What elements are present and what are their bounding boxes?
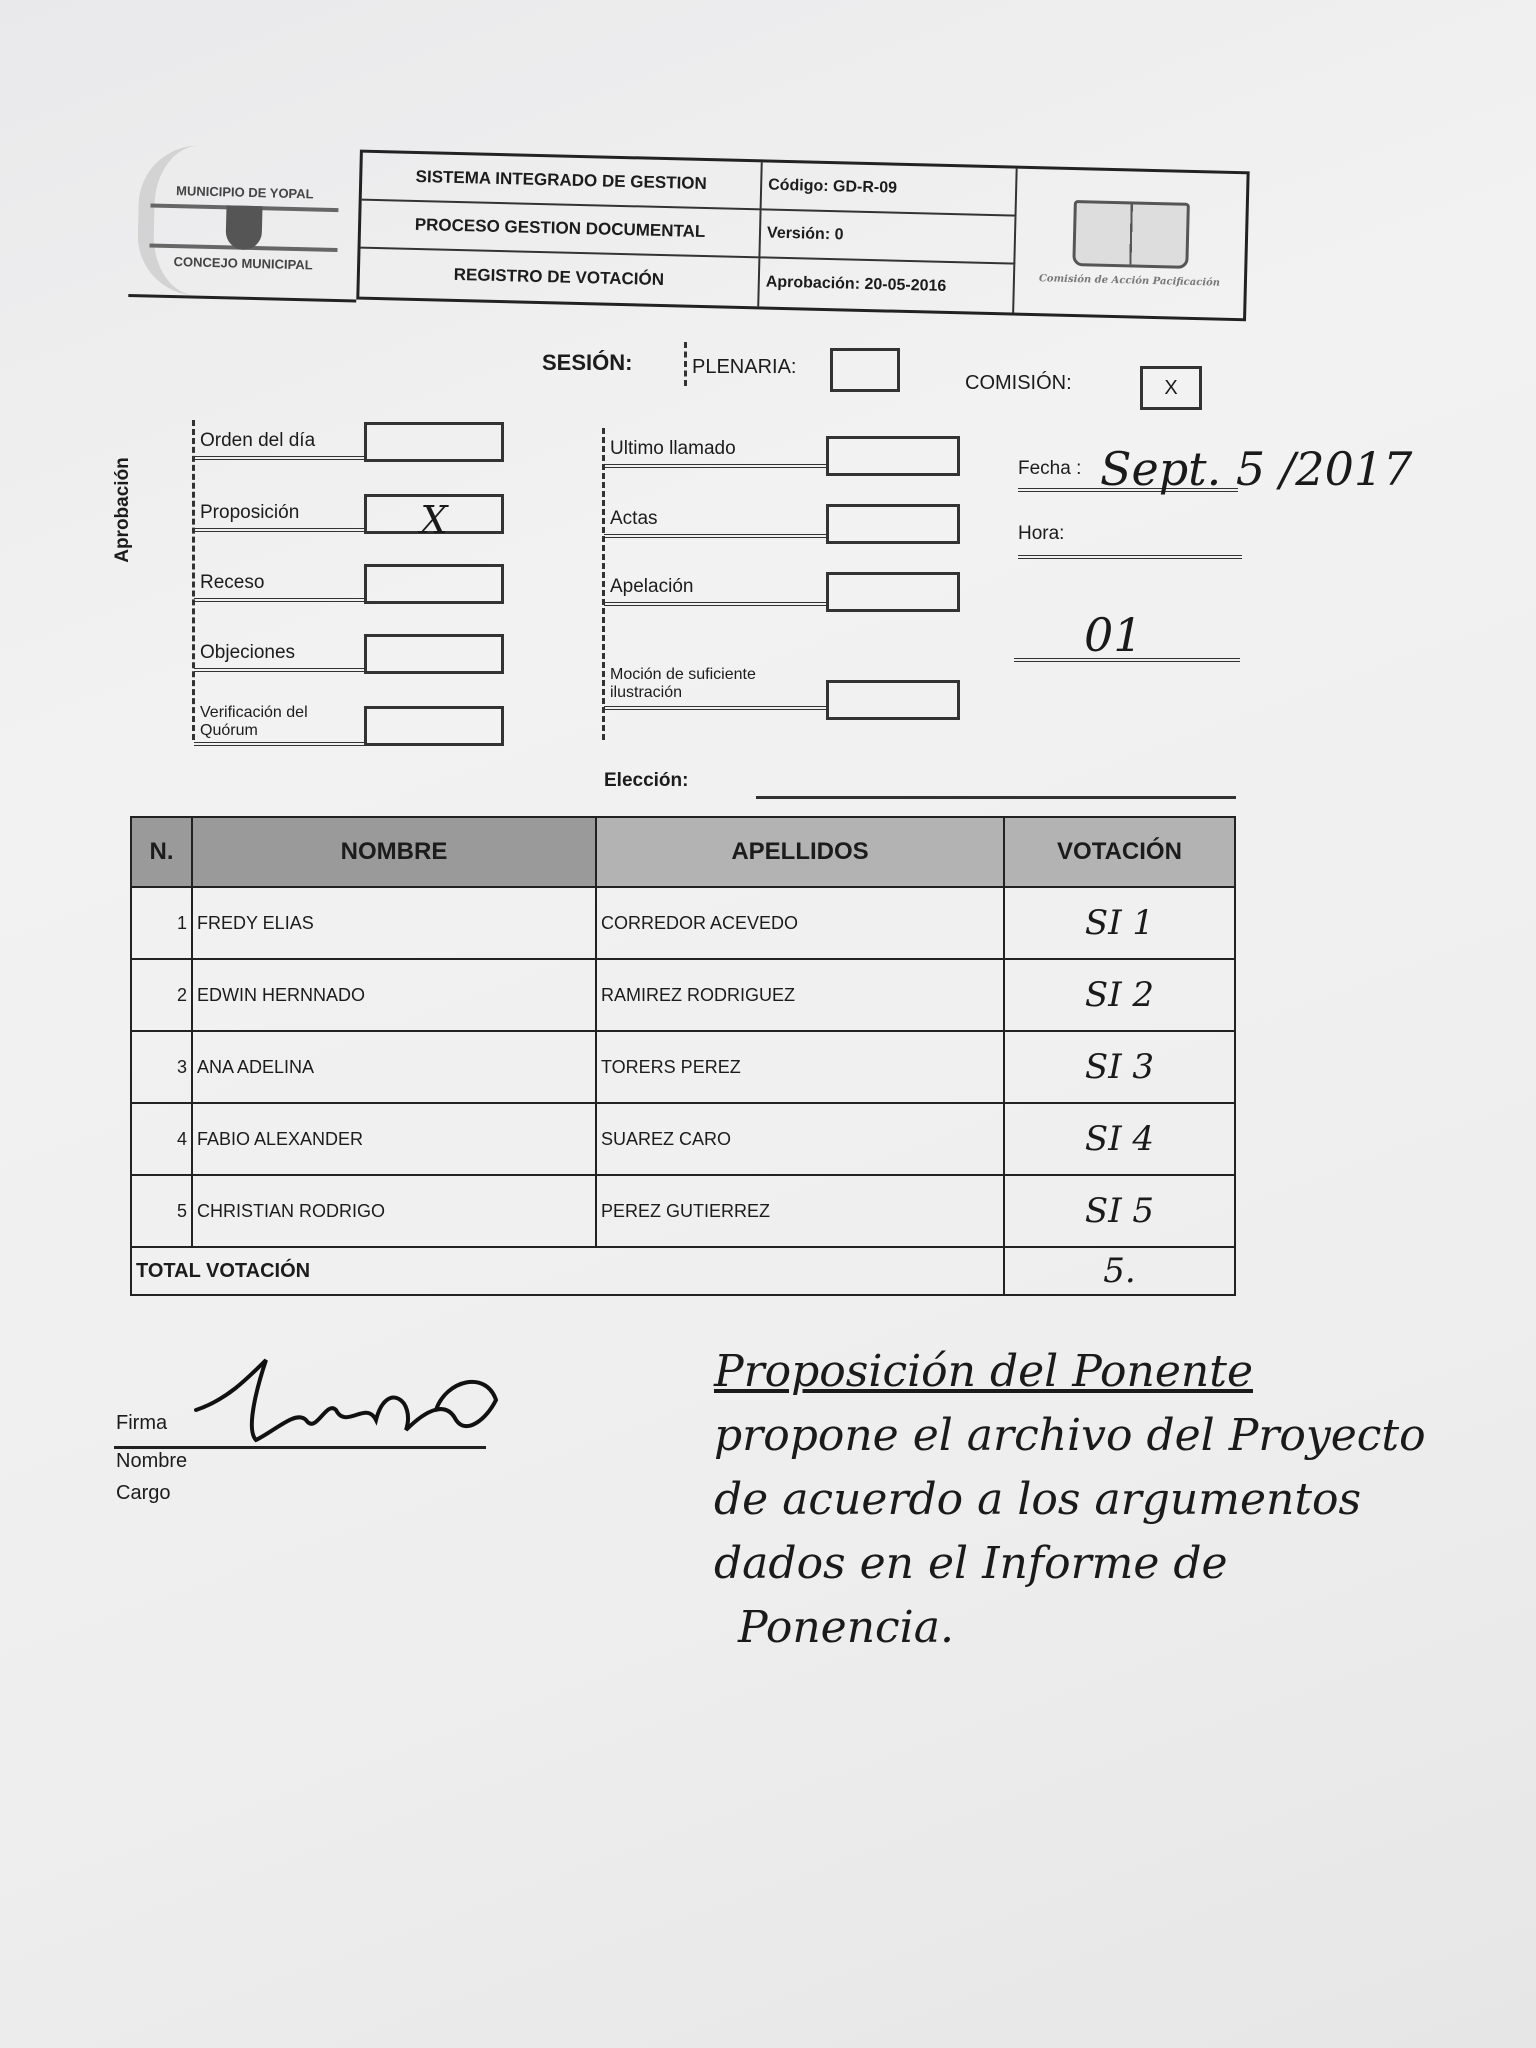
ultimo-llamado-checkbox[interactable] <box>826 436 960 476</box>
option-apelacion: Apelación <box>604 566 960 606</box>
objeciones-checkbox[interactable] <box>364 634 504 674</box>
row-number: 5 <box>131 1175 192 1247</box>
aprobacion-label: Aprobación <box>112 457 133 563</box>
numero-value[interactable]: 01 <box>1084 608 1143 662</box>
actas-checkbox[interactable] <box>826 504 960 544</box>
option-actas: Actas <box>604 498 960 538</box>
emblem-caption: Comisión de Acción Pacificación <box>1038 272 1221 289</box>
numero-field <box>1014 610 1240 662</box>
process-name: PROCESO GESTION DOCUMENTAL <box>361 201 762 259</box>
col-apellidos: APELLIDOS <box>596 817 1004 887</box>
nombre-label: Nombre <box>116 1450 188 1472</box>
eleccion-label: Elección: <box>604 770 689 791</box>
logo-bottom-text: CONCEJO MUNICIPAL <box>173 254 313 273</box>
session-label: SESIÓN: <box>542 350 633 375</box>
note-line: dados en el Informe de <box>714 1538 1228 1589</box>
note-line: Ponencia. <box>738 1602 954 1653</box>
firma-label: Firma <box>116 1412 168 1434</box>
plenaria-label: PLENARIA: <box>692 356 797 378</box>
row-nombre: CHRISTIAN RODRIGO <box>192 1175 596 1247</box>
row-number: 2 <box>131 959 192 1031</box>
total-label: TOTAL VOTACIÓN <box>131 1247 1004 1295</box>
shield-icon <box>149 203 338 252</box>
table-row <box>131 1103 1235 1175</box>
option-verificacion-quorum: Verificación del Quórum <box>194 700 504 746</box>
table-row <box>131 1031 1235 1103</box>
option-orden-del-dia: Orden del día <box>194 420 504 460</box>
row-apellidos: PEREZ GUTIERREZ <box>596 1175 1004 1247</box>
col-n: N. <box>131 817 192 887</box>
row-nombre: ANA ADELINA <box>192 1031 596 1103</box>
note-line: Proposición del Ponente <box>714 1346 1253 1397</box>
approval-date: Aprobación: 20-05-2016 <box>759 258 1015 312</box>
row-apellidos: CORREDOR ACEVEDO <box>596 887 1004 959</box>
fecha-value[interactable]: Sept. 5 /2017 <box>1100 442 1413 496</box>
handwritten-signature <box>186 1340 506 1480</box>
row-number: 4 <box>131 1103 192 1175</box>
row-apellidos: TORERS PEREZ <box>596 1031 1004 1103</box>
votes-table <box>130 816 1236 1296</box>
book-emblem <box>1014 169 1246 319</box>
note-line: propone el archivo del Proyecto <box>714 1410 1426 1461</box>
option-ultimo-llamado: Ultimo llamado <box>604 428 960 468</box>
table-row <box>131 887 1235 959</box>
fecha-label: Fecha : <box>1018 458 1082 479</box>
option-mocion-ilustracion: Moción de suficiente ilustración <box>604 658 960 710</box>
row-nombre: FABIO ALEXANDER <box>192 1103 596 1175</box>
row-voto[interactable]: SI 4 <box>1004 1103 1235 1175</box>
record-name: REGISTRO DE VOTACIÓN <box>359 249 760 307</box>
comision-label: COMISIÓN: <box>965 372 1072 394</box>
total-row <box>131 1247 1235 1295</box>
eleccion-line[interactable] <box>756 796 1236 799</box>
municipio-logo <box>128 144 360 303</box>
book-icon <box>1072 200 1190 269</box>
table-row <box>131 959 1235 1031</box>
total-value[interactable]: 5. <box>1004 1247 1235 1295</box>
option-objeciones: Objeciones <box>194 632 504 672</box>
table-header <box>131 817 1235 887</box>
col-nombre: NOMBRE <box>192 817 596 887</box>
system-name: SISTEMA INTEGRADO DE GESTION <box>362 153 763 211</box>
receso-checkbox[interactable] <box>364 564 504 604</box>
row-nombre: EDWIN HERNNADO <box>192 959 596 1031</box>
row-apellidos: RAMIREZ RODRIGUEZ <box>596 959 1004 1031</box>
row-voto[interactable]: SI 3 <box>1004 1031 1235 1103</box>
document-header <box>128 144 1249 321</box>
row-voto[interactable]: SI 1 <box>1004 887 1235 959</box>
row-number: 3 <box>131 1031 192 1103</box>
note-line: de acuerdo a los argumentos <box>714 1474 1362 1525</box>
document-version: Versión: 0 <box>760 210 1016 264</box>
comision-checkbox[interactable]: X <box>1140 366 1202 410</box>
col-votacion: VOTACIÓN <box>1004 817 1235 887</box>
row-voto[interactable]: SI 5 <box>1004 1175 1235 1247</box>
fecha-field <box>1018 440 1413 496</box>
logo-top-text: MUNICIPIO DE YOPAL <box>175 183 314 202</box>
quorum-checkbox[interactable] <box>364 706 504 746</box>
row-voto[interactable]: SI 2 <box>1004 959 1235 1031</box>
option-receso: Receso <box>194 562 504 602</box>
cargo-label: Cargo <box>116 1482 171 1504</box>
proposicion-checkbox[interactable]: X <box>364 494 504 534</box>
table-row <box>131 1175 1235 1247</box>
plenaria-checkbox[interactable] <box>830 348 900 392</box>
apelacion-checkbox[interactable] <box>826 572 960 612</box>
row-nombre: FREDY ELIAS <box>192 887 596 959</box>
hora-field <box>1018 515 1242 559</box>
orden-checkbox[interactable] <box>364 422 504 462</box>
row-number: 1 <box>131 887 192 959</box>
handwritten-note <box>714 1340 1454 1660</box>
row-apellidos: SUAREZ CARO <box>596 1103 1004 1175</box>
document-code: Código: GD-R-09 <box>762 162 1018 216</box>
option-proposicion: Proposición X <box>194 492 504 532</box>
mocion-checkbox[interactable] <box>826 680 960 720</box>
hora-label: Hora: <box>1018 523 1065 544</box>
